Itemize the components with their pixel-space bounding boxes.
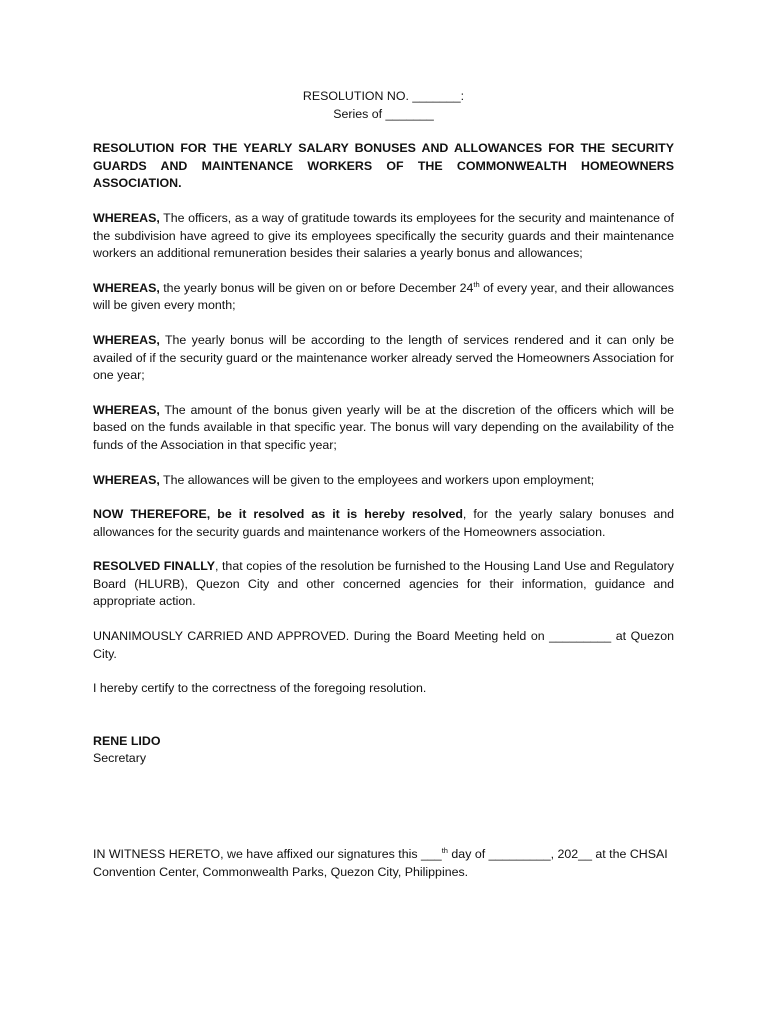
resolved-finally-label: RESOLVED FINALLY: [93, 559, 215, 574]
whereas-label: WHEREAS,: [93, 402, 160, 417]
witness-paragraph: [93, 846, 674, 881]
witness-text: IN WITNESS HERETO, we have affixed our signatures this ___: [93, 847, 442, 861]
whereas-text: The yearly bonus will be according to the length of services rendered and it can only be availed of if the security guard or the maintenance worker already served the Homeowners Association for one year;: [93, 332, 674, 383]
whereas-text: The amount of the bonus given yearly will be at the discretion of the officers which will be based on the funds available in that specific year. The bonus will vary depending on the availability of the funds of the Association in that specific year;: [93, 402, 674, 452]
whereas-text: the yearly bonus will be given on or before December 24: [159, 280, 474, 295]
whereas-paragraph-4: [93, 402, 674, 455]
whereas-label: WHEREAS,: [93, 210, 160, 225]
resolution-number: RESOLUTION NO. _______:: [302, 89, 465, 103]
approval-paragraph: UNANIMOUSLY CARRIED AND APPROVED. During the Board Meeting held on _________ at Quezon City.: [93, 629, 674, 661]
certification-paragraph: I hereby certify to the correctness of the foregoing resolution.: [93, 681, 427, 696]
now-therefore-text: , for the yearly salary bonuses and allowances for the security guards and maintenance workers of the Homeowners association.: [93, 507, 675, 539]
witness-text-continued: day of _________, 202__ at the CHSAI Convention Center, Commonwealth Parks, Quezon City, Philippines.: [93, 847, 668, 879]
whereas-label: WHEREAS,: [93, 472, 160, 487]
whereas-paragraph-1: [93, 210, 674, 263]
signatory-title: Secretary: [93, 751, 147, 766]
ordinal-suffix: th: [441, 845, 448, 855]
resolved-finally-paragraph: [93, 558, 674, 611]
signature-block: [93, 733, 674, 768]
whereas-paragraph-5: [93, 472, 674, 490]
now-therefore-paragraph: [93, 506, 674, 541]
whereas-text: The allowances will be given to the employees and workers upon employment;: [159, 472, 595, 487]
document-body: [93, 88, 674, 768]
resolved-finally-text: , that copies of the resolution be furnished to the Housing Land Use and Regulatory Board (HLURB), Quezon City and other concerned agencies for their information, guidance and appropriate action.: [93, 559, 675, 609]
now-therefore-label: NOW THEREFORE, be it resolved as it is hereby resolved: [93, 507, 463, 522]
whereas-label: WHEREAS,: [93, 332, 160, 347]
whereas-label: WHEREAS,: [93, 280, 160, 295]
whereas-text-continued: of every year, and their allowances will be given every month;: [93, 280, 674, 313]
resolution-series: Series of _______: [333, 106, 434, 121]
ordinal-suffix: th: [473, 279, 480, 289]
whereas-paragraph-2: [93, 280, 674, 315]
resolution-title-block: [93, 88, 674, 123]
whereas-text: The officers, as a way of gratitude towards its employees for the security and maintenance of the subdivision have agreed to give its employees specifically the security guards and their maintenance workers an additional remuneration besides their salaries a yearly bonus and allowances;: [93, 210, 674, 261]
whereas-paragraph-3: [93, 332, 674, 385]
resolution-heading: RESOLUTION FOR THE YEARLY SALARY BONUSES AND ALLOWANCES FOR THE SECURITY GUARDS AND MAINTENANCE WORKERS OF THE COMMONWEALTH HOMEOWNERS ASSOCIATION.: [93, 141, 674, 191]
signatory-name: RENE LIDO: [93, 733, 161, 748]
